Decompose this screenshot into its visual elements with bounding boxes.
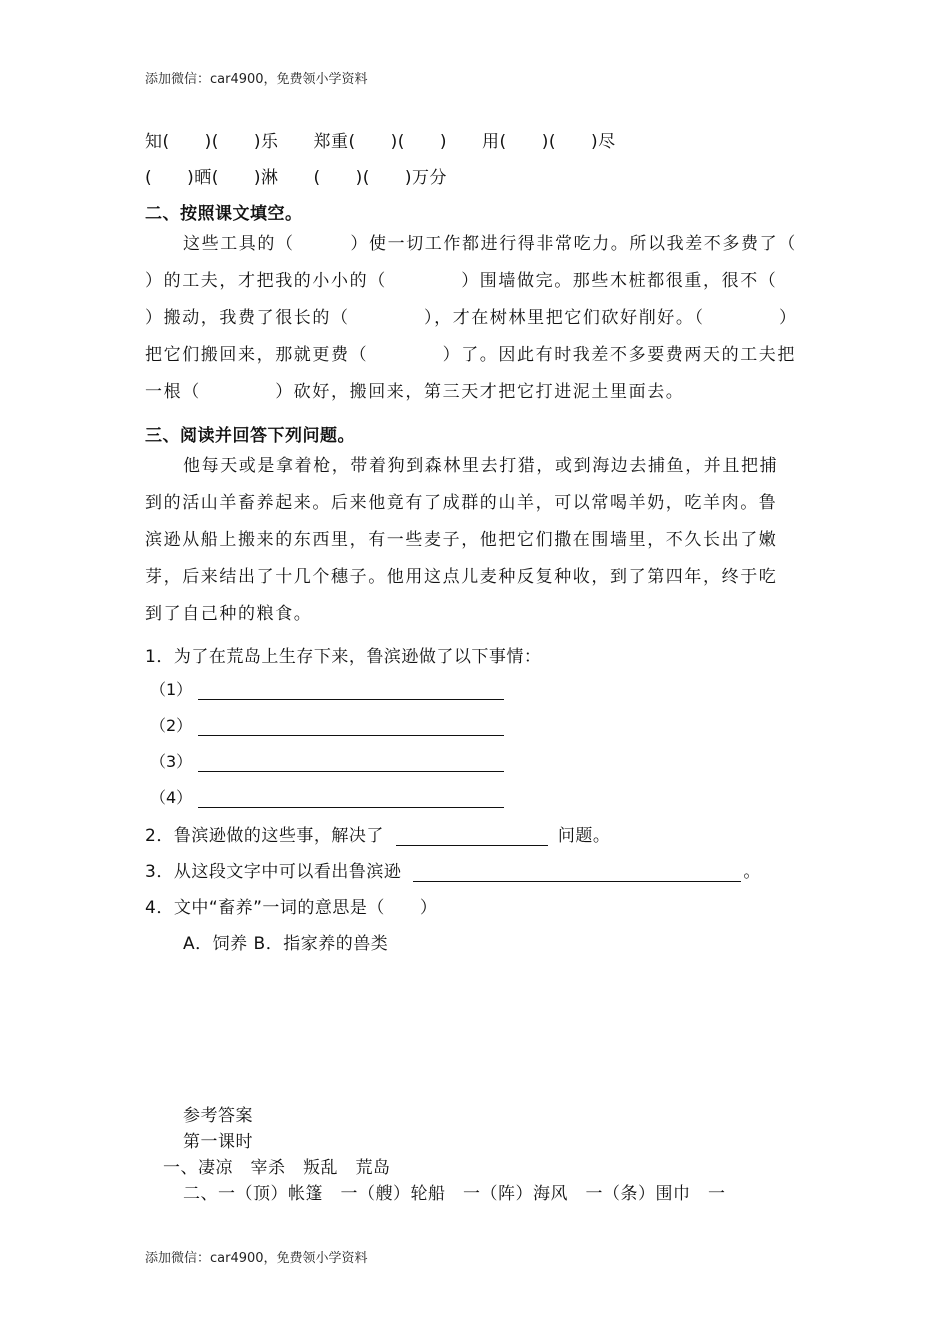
section3-title: 三、阅读并回答下列问题。: [145, 426, 355, 446]
question-3: [145, 857, 761, 882]
question-3-suffix: 。: [743, 862, 761, 882]
answer-blank[interactable]: [413, 863, 741, 882]
section2-title: 二、按照课文填空。: [145, 204, 303, 224]
passage-line: 到了自己种的粮食。: [145, 604, 313, 624]
page-footer: 添加微信：car4900，免费领小学资料: [145, 1251, 368, 1266]
answer-line-label: （2）: [150, 716, 193, 735]
answer-key-lesson: 第一课时: [183, 1132, 253, 1152]
passage-line: 他每天或是拿着枪，带着狗到森林里去打猎，或到海边去捕鱼，并且把捕: [183, 456, 779, 476]
answer-blank[interactable]: [198, 789, 504, 808]
passage-line: 芽，后来结出了十几个穗子。他用这点儿麦种反复种收，到了第四年，终于吃: [145, 567, 778, 587]
answer-line-label: （1）: [150, 680, 193, 699]
reading-passage: [145, 448, 810, 633]
section2-line: ）搬动，我费了很长的（ ），才在树林里把它们砍好削好。（ ）: [145, 308, 798, 328]
answer-blank[interactable]: [198, 717, 504, 736]
section2-line: 这些工具的（ ）使一切工作都进行得非常吃力。所以我差不多费了（: [183, 234, 797, 254]
passage-line: 滨逊从船上搬来的东西里，有一些麦子，他把它们撒在围墙里，不久长出了嫩: [145, 530, 778, 550]
answer-blank[interactable]: [198, 681, 504, 700]
question-4-options: A．饲养 B．指家养的兽类: [183, 934, 389, 954]
section2-line: 把它们搬回来，那就更费（ ）了。因此有时我差不多要费两天的工夫把: [145, 345, 796, 365]
answer-key-title: 参考答案: [183, 1106, 253, 1126]
answer-line-1: [150, 677, 504, 700]
idiom-row-2: ( )晒( )淋 ( )( )万分: [145, 168, 448, 188]
answer-line-4: [150, 785, 504, 808]
section2-line: 一根（ ）砍好，搬回来，第三天才把它打进泥土里面去。: [145, 382, 685, 402]
question-3-prefix: 3．从这段文字中可以看出鲁滨逊: [145, 862, 402, 882]
answer-line-2: [150, 713, 504, 736]
question-2-prefix: 2．鲁滨逊做的这些事，解决了: [145, 826, 384, 846]
question-2: [145, 821, 610, 846]
page-header: 添加微信：car4900，免费领小学资料: [145, 72, 368, 87]
section2-line: ）的工夫，才把我的小小的（ ）围墙做完。那些木桩都很重，很不（: [145, 271, 778, 291]
answer-line-label: （4）: [150, 788, 193, 807]
answer-blank[interactable]: [396, 827, 548, 846]
question-2-suffix: 问题。: [557, 826, 611, 846]
answer-key-item-1: 一、凄凉 宰杀 叛乱 荒岛: [163, 1158, 391, 1178]
answer-key-item-2: 二、一（顶）帐篷 一（艘）轮船 一（阵）海风 一（条）围巾 一: [183, 1184, 726, 1204]
section2-fill-text: [145, 226, 810, 411]
question-1: 1．为了在荒岛上生存下来，鲁滨逊做了以下事情：: [145, 647, 542, 667]
passage-line: 到的活山羊畜养起来。后来他竟有了成群的山羊，可以常喝羊奶，吃羊肉。鲁: [145, 493, 778, 513]
answer-line-3: [150, 749, 504, 772]
question-4: 4．文中“畜养”一词的意思是（ ）: [145, 898, 438, 918]
idiom-row-1: 知( )( )乐 郑重( )( ) 用( )( )尽: [145, 132, 616, 152]
answer-line-label: （3）: [150, 752, 193, 771]
answer-blank[interactable]: [198, 753, 504, 772]
